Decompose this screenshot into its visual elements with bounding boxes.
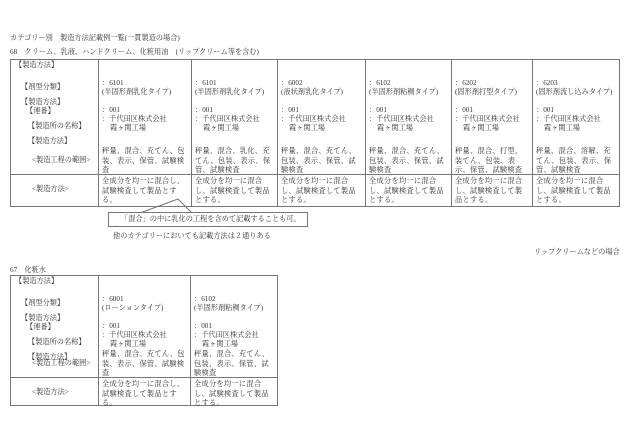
process-range: 秤量、混合、打型、装てん、包装、表示、保管、試験検査 — [455, 147, 523, 174]
manufacturing-method: 全成分を均一に混合し、試験検査して製品とする。 — [455, 177, 523, 204]
serial-number: ：001 — [455, 106, 473, 114]
serial-number: ：001 — [102, 106, 120, 114]
site-name: ：千代田区株式会社 — [195, 115, 260, 123]
label-serial: 【連番】 — [26, 323, 55, 331]
process-range: 秤量、混合、充てん、包装、表示、保管、試験検査 — [369, 147, 445, 174]
dosage-type: (半固形剤乳化タイプ) — [102, 88, 172, 96]
manufacturing-method: 全成分を均一に混合し、試験検査して製品とする。 — [102, 380, 185, 407]
manufacturing-method: 全成分を均一に混合し、試験検査して製品とする。 — [369, 177, 444, 204]
process-range: 秤量、混合、充てん、包装、表示、保管、試験検査 — [102, 147, 185, 174]
process-range: 秤量、混合、充てん、包装、表示、保管、試験検査 — [281, 147, 357, 174]
serial-number: ：001 — [281, 106, 299, 114]
label-process-range: <製造工程の範囲> — [32, 156, 91, 164]
site-name: ：千代田区株式会社 — [102, 115, 167, 123]
site-factory: 霞ヶ関工場 — [463, 124, 499, 132]
site-factory: 霞ヶ関工場 — [110, 340, 146, 348]
dosage-code: ：6002 — [281, 79, 303, 87]
dosage-code: ：6001 — [102, 295, 124, 303]
label-method-row: <製造方法> — [32, 388, 69, 396]
dosage-type: (固形剤流し込みタイプ) — [536, 88, 613, 96]
label-dosage-class: 【剤型分類】 — [21, 83, 65, 91]
serial-number: ：001 — [369, 106, 387, 114]
process-range: 秤量、混合、充てん、包装、表示、保管、試験検査 — [102, 350, 185, 377]
site-name: ：千代田区株式会社 — [536, 115, 601, 123]
site-factory: 霞ヶ関工場 — [202, 340, 238, 348]
dosage-code: ：6203 — [536, 79, 558, 87]
label-method: 【製造方法】 — [21, 98, 65, 106]
label-header: 【製造方法】 — [15, 61, 59, 69]
site-name: ：千代田区株式会社 — [194, 331, 259, 339]
label-header: 【製造方法】 — [15, 277, 59, 285]
manufacturing-method: 全成分を均一に混合し、試験検査して製品とする。 — [281, 177, 356, 204]
serial-number: ：001 — [536, 106, 554, 114]
site-factory: 霞ヶ関工場 — [289, 124, 325, 132]
label-method-row: <製造方法> — [32, 185, 69, 193]
label-method: 【製造方法】 — [21, 314, 65, 322]
site-name: ：千代田区株式会社 — [102, 331, 167, 339]
column-divider — [190, 276, 191, 405]
section-67-heading: 67 化粧水 — [10, 266, 46, 274]
label-serial: 【連番】 — [26, 107, 55, 115]
manufacturing-method: 全成分を均一に混合し、試験検査して製品とする。 — [195, 177, 270, 204]
manufacturing-method: 全成分を均一に混合し、試験検査して製品とする。 — [536, 177, 611, 204]
dosage-code: ：6102 — [369, 79, 391, 87]
site-factory: 霞ヶ関工場 — [544, 124, 580, 132]
dosage-type: (半固形剤粘稠タイプ) — [194, 304, 264, 312]
label-process-range: <製造工程の範囲> — [32, 359, 91, 367]
dosage-type: (半固形剤乳化タイプ) — [195, 88, 265, 96]
manufacturing-method: 全成分を均一に混合し、試験検査して製品とする。 — [102, 177, 185, 204]
section-67-table — [10, 275, 278, 406]
site-name: ：千代田区株式会社 — [369, 115, 434, 123]
document-title: カテゴリー別 製造方法記載例一覧(一貫製造の場合) — [10, 34, 180, 42]
dosage-type: (ローションタイプ) — [102, 304, 164, 312]
label-dosage-class: 【剤型分類】 — [21, 299, 65, 307]
serial-number: ：001 — [194, 322, 212, 330]
label-site-name: 【製造所の名称】 — [28, 338, 86, 346]
label-site-name: 【製造所の名称】 — [28, 122, 86, 130]
label-method-2: 【製造方法】 — [28, 137, 72, 145]
note-two-methods: 他のカテゴリーにおいても記載方法は２通りある — [113, 232, 271, 240]
serial-number: ：001 — [102, 322, 120, 330]
callout-note: 「混合」の中に乳化の工程を含めて記載することも可。 — [108, 212, 308, 227]
site-factory: 霞ヶ関工場 — [110, 124, 146, 132]
site-factory: 霞ヶ関工場 — [377, 124, 413, 132]
side-note-lip-cream: リップクリームなどの場合 — [534, 248, 620, 256]
dosage-code: ：6101 — [195, 79, 217, 87]
dosage-type: (固形剤打型タイプ) — [455, 88, 517, 96]
column-divider — [98, 276, 99, 405]
label-method-2: 【製造方法】 — [28, 353, 72, 361]
process-range: 秤量、混合、充てん、包装、表示、保管、試験検査 — [194, 350, 270, 377]
dosage-code: ：6101 — [102, 79, 124, 87]
process-range: 秤量、混合、溶解、充てん、包装、表示、保管、試験検査 — [536, 147, 612, 174]
site-factory: 霞ヶ関工場 — [203, 124, 239, 132]
dosage-code: ：6102 — [194, 295, 216, 303]
dosage-type: (液状剤乳化タイプ) — [281, 88, 343, 96]
serial-number: ：001 — [195, 106, 213, 114]
section-68-heading: 68 クリーム、乳液、ハンドクリーム、化粧用油 (リップクリーム等を含む) — [10, 48, 259, 56]
manufacturing-method: 全成分を均一に混合し、試験検査して製品とする。 — [194, 380, 269, 407]
dosage-type: (半固形剤粘稠タイプ) — [369, 88, 439, 96]
process-range: 秤量、混合、乳化、充てん、包装、表示、保管、試験検査 — [195, 147, 271, 174]
site-name: ：千代田区株式会社 — [281, 115, 346, 123]
site-name: ：千代田区株式会社 — [455, 115, 520, 123]
dosage-code: ：6202 — [455, 79, 477, 87]
